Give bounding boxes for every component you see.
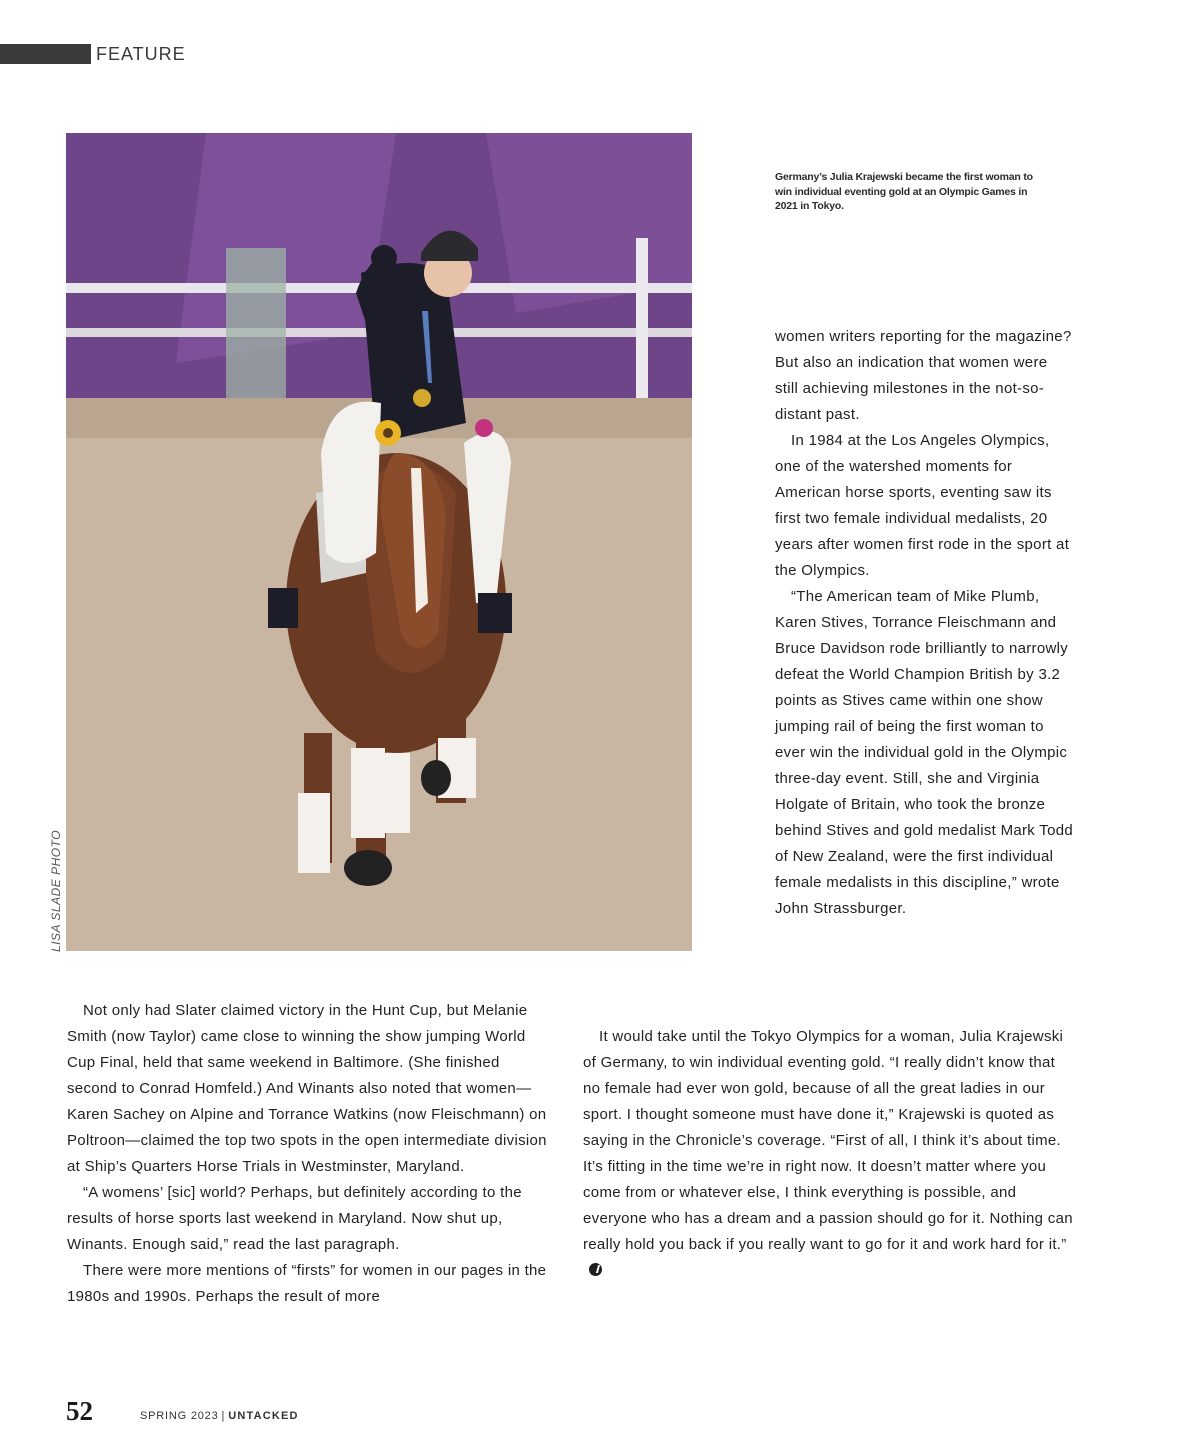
photo-credit: LISA SLADE PHOTO	[49, 829, 63, 952]
paragraph-text: It would take until the Tokyo Olympics for a woman, Julia Krajewski of Germany, to win individual eventing gold. “I really didn’t know that no female had ever won gold, because of all the great ladies in our sport. I thought someone must have done it,” Krajewski is quoted as saying in the Chronicle’s coverage. “First of all, I think it’s about time. It’s fitting in the time we’re in right now. It doesn’t matter where you come from or whatever else, I think everything is possible, and everyone who has a dream and a passion should go for it. Nothing can really hold you back if you really want to go for it and work hard for it.”	[583, 1028, 1073, 1253]
article-column-left	[67, 998, 552, 1310]
paragraph: “The American team of Mike Plumb, Karen Stives, Torrance Fleischmann and Bruce Davidson rode brilliantly to narrowly defeat the World Champion British by 3.2 points as Stives came within one show jumping rail of being the first woman to ever win the individual gold in the Olympic three-day event. Still, she and Virginia Holgate of Britain, who took the bronze behind Stives and gold medalist Mark Todd of New Zealand, were the first individual female medalists in this discipline,” wrote John Strassburger.	[775, 588, 1074, 917]
photo-caption: Germany’s Julia Krajewski became the first woman to win individual eventing gold at an Olympic Games in 2021 in Tokyo.	[775, 171, 1033, 212]
issue-line	[140, 1410, 299, 1422]
end-mark-icon	[589, 1263, 602, 1276]
article-column-right-upper	[775, 324, 1075, 922]
magazine-name: UNTACKED	[228, 1410, 299, 1422]
page-number: 52	[66, 1396, 93, 1426]
issue-date: SPRING 2023	[140, 1410, 219, 1422]
paragraph: In 1984 at the Los Angeles Olympics, one of the watershed moments for American horse sports, eventing saw its first two female individual medalists, 20 years after women first rode in the sport at the Olympics.	[775, 432, 1070, 579]
rider-on-horse-illustration	[66, 133, 692, 951]
article-column-right-lower	[583, 1024, 1073, 1284]
section-bar	[0, 44, 91, 64]
paragraph-final	[583, 1024, 1073, 1284]
paragraph: Not only had Slater claimed victory in the Hunt Cup, but Melanie Smith (now Taylor) came close to winning the show jumping World Cup Final, held that same weekend in Baltimore. (She finished second to Conrad Homfeld.) And Winants also noted that women—Karen Sachey on Alpine and Torrance Watkins (now Fleischmann) on Poltroon—claimed the top two spots in the open intermediate division at Ship’s Quarters Horse Trials in Westminster, Maryland.	[67, 1002, 547, 1175]
section-label: FEATURE	[96, 44, 186, 64]
paragraph: women writers reporting for the magazine? But also an indication that women were still achieving milestones in the not-so-distant past.	[775, 328, 1072, 423]
feature-photo	[66, 133, 692, 951]
paragraph: There were more mentions of “firsts” for women in our pages in the 1980s and 1990s. Perhaps the result of more	[67, 1262, 547, 1305]
issue-separator: |	[221, 1410, 226, 1422]
paragraph: “A womens’ [sic] world? Perhaps, but definitely according to the results of horse sports last weekend in Maryland. Now shut up, Winants. Enough said,” read the last paragraph.	[67, 1184, 522, 1253]
